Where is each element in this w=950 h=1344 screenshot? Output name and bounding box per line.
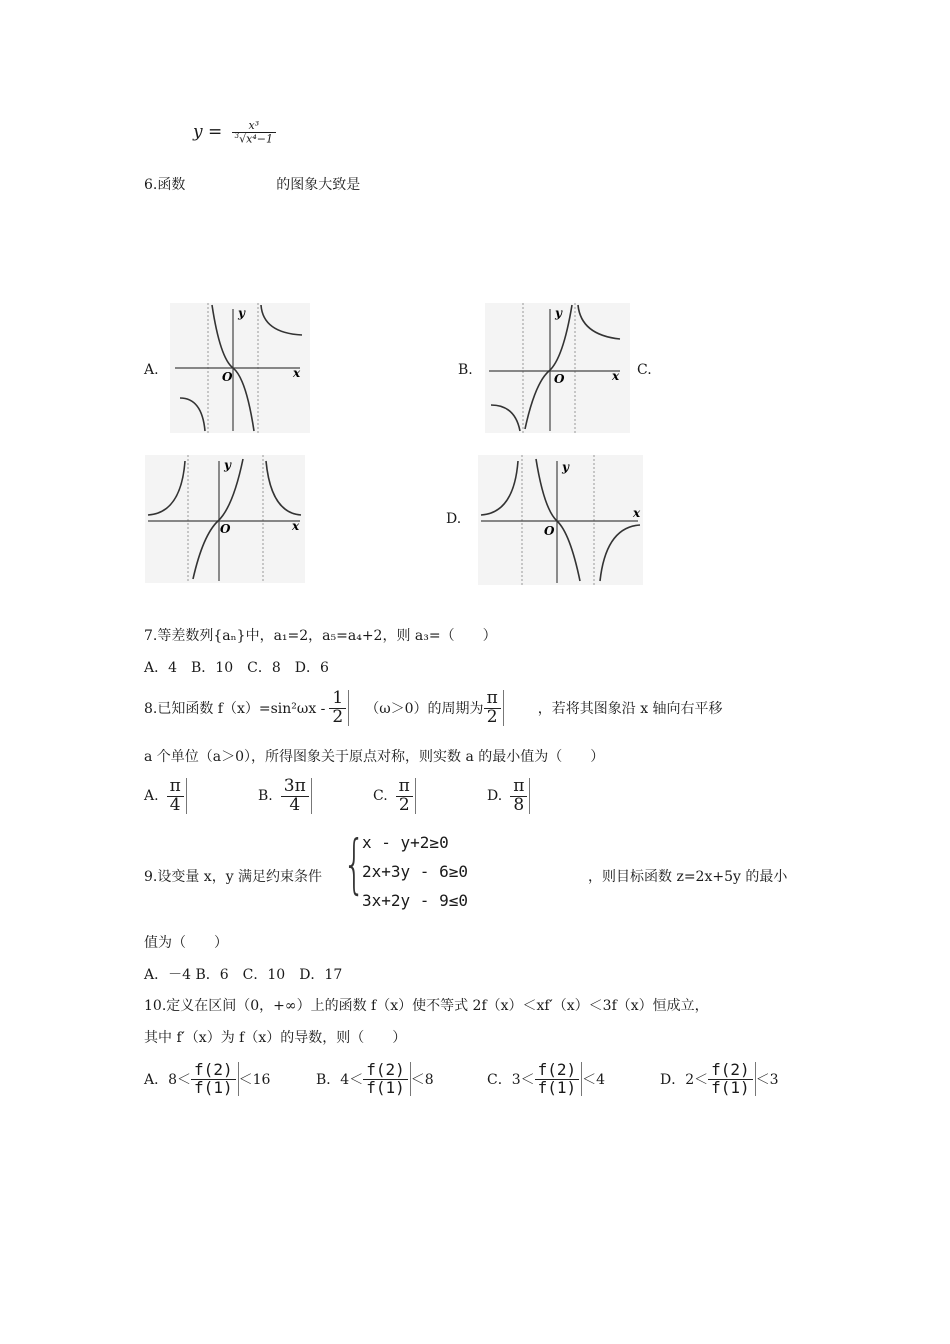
- q10-option-d-left: 2＜: [685, 1072, 709, 1088]
- q8-stem-part1: 8.已知函数 f（x）=sin²ωx -: [144, 701, 326, 717]
- q10-option-b-label: B．: [316, 1072, 341, 1088]
- q8-option-d-num: π: [510, 778, 527, 797]
- q8-option-c-label: C.: [373, 788, 388, 804]
- graph-b-origin-label: O: [554, 372, 565, 386]
- q10-option-d-frac: [708, 1059, 756, 1097]
- q10-option-a-den: f(1): [194, 1077, 233, 1097]
- q8-option-c-den: 2: [398, 794, 410, 815]
- q8-option-b-frac: [281, 775, 312, 815]
- q9-constraint-2: 2x+3y - 6≥0: [362, 862, 468, 881]
- q8-stem-part2: （ω＞0）的周期为: [365, 701, 484, 717]
- q10-option-d-num: f(2): [708, 1062, 753, 1080]
- q10-option-c-left: 3＜: [511, 1072, 535, 1088]
- graph-d-x-label: x: [633, 506, 641, 520]
- q7-options: A．4 B．10 C．8 D．6: [144, 660, 329, 676]
- q8-option-a-frac: [167, 775, 187, 815]
- graph-d-origin-label: O: [544, 524, 555, 538]
- graph-a-y-label: y: [238, 306, 245, 320]
- q10-option-a-frac: [191, 1059, 239, 1097]
- graph-b-x-label: x: [612, 369, 620, 383]
- q6-formula: [193, 120, 276, 145]
- q8-option-a-label: A.: [144, 788, 159, 804]
- q8-option-d-frac: [510, 775, 530, 815]
- graph-a: [170, 303, 310, 433]
- q8-frac-period-num: π: [484, 690, 501, 709]
- q10-option-b-left: 4＜: [340, 1072, 364, 1088]
- q10-option-c-den: f(1): [537, 1077, 577, 1097]
- q8-option-b-label: B.: [258, 788, 273, 804]
- graph-a-origin-label: O: [222, 370, 233, 384]
- q9-stem-part1: 9.设变量 x，y 满足约束条件: [144, 869, 323, 885]
- graph-c: [145, 455, 305, 583]
- graph-c-origin-label: O: [220, 522, 231, 536]
- q9-brace: {: [343, 828, 366, 902]
- q10-option-d-label: D．: [660, 1072, 686, 1088]
- q10-option-c-label: C．: [487, 1072, 512, 1088]
- q10-stem-line1: 10.定义在区间（0，+∞）上的函数 f（x）使不等式 2f（x）＜xf′（x）＜3f（x）恒成立，: [144, 998, 709, 1014]
- graph-d-y-label: y: [562, 460, 569, 474]
- q6-option-d-label: D.: [446, 511, 462, 527]
- q6-formula-numerator: x³: [232, 120, 276, 133]
- q8-option-a-num: π: [167, 778, 184, 797]
- q8-frac-period-den: 2: [486, 706, 498, 727]
- q6-formula-denominator: $^3$√x⁴−1: [234, 131, 273, 146]
- q10-option-d-den: f(1): [711, 1077, 750, 1097]
- q9-constraint-1: x - y+2≥0: [362, 833, 449, 852]
- q7-stem: 7.等差数列{aₙ}中，a₁=2，a₅=a₄+2，则 a₃=（ ）: [144, 628, 497, 644]
- q10-option-b-num: f(2): [363, 1062, 408, 1080]
- q10-option-b-den: f(1): [366, 1077, 405, 1097]
- graph-d: [478, 455, 643, 585]
- q10-option-a-label: A．: [144, 1072, 169, 1088]
- q8-option-a: [144, 774, 187, 818]
- q10-option-a-left: 8＜: [168, 1072, 192, 1088]
- q8-option-c: [373, 774, 416, 818]
- q6-stem-suffix: 的图象大致是: [276, 177, 361, 193]
- q10-option-a-right: ＜16: [238, 1072, 271, 1088]
- q8-frac-half-den: 2: [332, 706, 344, 727]
- q6-option-c-label: C.: [637, 362, 652, 378]
- q8-option-a-den: 4: [169, 794, 181, 815]
- q8-option-d-label: D.: [487, 788, 503, 804]
- q10-option-c-frac: [535, 1059, 583, 1097]
- q6-stem: [144, 174, 360, 194]
- q6-formula-lhs: y =: [193, 121, 223, 142]
- q10-stem-line2: 其中 f′（x）为 f（x）的导数，则（ ）: [144, 1030, 407, 1046]
- q8-stem-part3: ，若将其图象沿 x 轴向右平移: [537, 701, 723, 717]
- q6-radicand: x⁴−1: [246, 132, 273, 146]
- q8-frac-half-num: 1: [329, 690, 346, 709]
- q8-frac-period: [484, 687, 504, 727]
- q6-option-a-label: A.: [144, 362, 159, 378]
- q10-option-b: [316, 1056, 434, 1102]
- q6-formula-fraction: [232, 120, 276, 145]
- graph-a-x-label: x: [293, 366, 301, 380]
- graph-c-x-label: x: [292, 519, 300, 533]
- q8-option-d: [487, 774, 530, 818]
- q9-options: A．－4 B．6 C．10 D．17: [144, 967, 343, 983]
- q6-option-b-label: B.: [458, 362, 473, 378]
- graph-b-y-label: y: [555, 306, 562, 320]
- q8-frac-half: [329, 687, 349, 727]
- q8-option-b-den: 4: [289, 794, 301, 815]
- q9-constraint-3: 3x+2y - 9≤0: [362, 891, 468, 910]
- q10-option-d-right: ＜3: [755, 1072, 779, 1088]
- q6-stem-prefix: 6.函数: [144, 177, 186, 193]
- graph-b: [485, 303, 630, 433]
- q8-option-c-num: π: [396, 778, 413, 797]
- q10-option-c-right: ＜4: [582, 1072, 606, 1088]
- q10-option-d: [660, 1056, 779, 1102]
- q9-constraint-system: [362, 828, 468, 915]
- q9-stem-line2: 值为（ ）: [144, 935, 228, 951]
- q8-stem-line2: a 个单位（a＞0），所得图象关于原点对称，则实数 a 的最小值为（ ）: [144, 749, 605, 765]
- q8-option-c-frac: [396, 775, 416, 815]
- q10-option-b-frac: [363, 1059, 411, 1097]
- q6-root-index: 3: [234, 131, 240, 140]
- q10-option-b-right: ＜8: [410, 1072, 434, 1088]
- q8-option-b-num: 3π: [281, 778, 309, 797]
- q10-option-a-num: f(2): [191, 1062, 236, 1080]
- q9-stem-part2: ，则目标函数 z=2x+5y 的最小: [588, 869, 788, 885]
- graph-c-y-label: y: [224, 458, 231, 472]
- q8-option-d-den: 8: [513, 794, 525, 815]
- q10-option-a: [144, 1056, 270, 1102]
- q10-option-c-num: f(2): [535, 1062, 580, 1080]
- q8-stem: [144, 686, 723, 730]
- q8-option-b: [258, 774, 312, 818]
- q10-option-c: [487, 1056, 605, 1102]
